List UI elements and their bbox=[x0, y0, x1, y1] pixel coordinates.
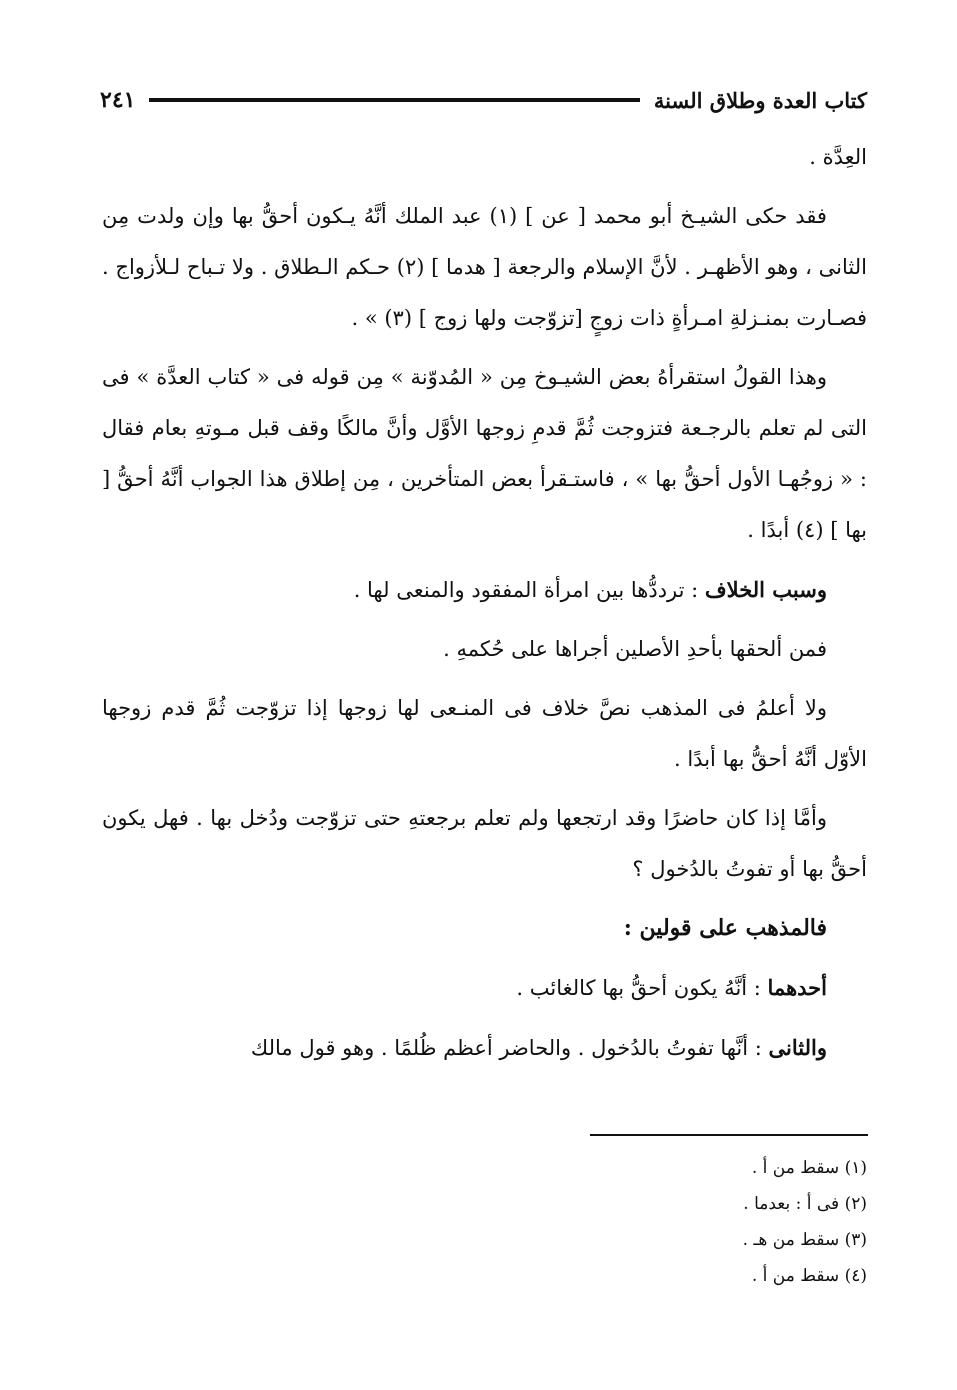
reason-label: وسبب الخلاف bbox=[704, 577, 827, 602]
paragraph-2: وهذا القولُ استقرأهُ بعض الشيـوخ مِن « المُدوّنة » مِن قوله فى « كتاب العدَّة » فى التى لم تعلم بالرجـعة فتزوجت ثُمَّ قدمِ زوجها الأوَّل وأنَّ مالكًا وقف قبل مـوتهِ بعام فقال : « زوجُهـا الأول أحقُّ بها » ، فاستـقرأ بعض المتأخرين ، مِن إطلاق هذا الجواب أنَّهُ أحقُّ [ بها ] (٤) أبدًا . bbox=[102, 365, 867, 542]
paragraph-6: وأمَّا إذا كان حاضرًا وقد ارتجعها ولم تعلم برجعتهِ حتى تزوّجت ودُخل بها . فهل يكون أحقُّ بها أو تفوتُ بالدُخول ؟ bbox=[102, 806, 867, 881]
footnote-1: (١) سقط من أ . bbox=[751, 1158, 867, 1178]
page-number: ٢٤١ bbox=[100, 87, 136, 113]
footnotes bbox=[400, 1150, 867, 1294]
paragraph-0: العِدَّة . bbox=[809, 145, 867, 169]
footnote-3: (٣) سقط من هـ . bbox=[742, 1230, 867, 1250]
header-rule bbox=[149, 98, 639, 102]
paragraph-4: فمن ألحقها بأحدِ الأصلين أجراها على حُكمهِ . bbox=[443, 637, 827, 661]
first-opinion-label: أحدهما bbox=[767, 975, 827, 1000]
running-header bbox=[100, 80, 867, 120]
paragraph-8 bbox=[102, 962, 867, 1014]
second-opinion-label: والثانى bbox=[768, 1035, 827, 1060]
second-opinion-text: : أنَّها تفوتُ بالدُخول . والحاضر أعظم ظُلمًا . وهو قول مالك bbox=[250, 1036, 769, 1060]
paragraph-3 bbox=[102, 564, 867, 616]
main-text bbox=[102, 132, 867, 1082]
section-heading: فالمذهب على قولين : bbox=[623, 915, 827, 941]
footnote-2: (٢) فى أ : بعدما . bbox=[743, 1194, 867, 1214]
paragraph-9 bbox=[102, 1022, 867, 1074]
footnote-4: (٤) سقط من أ . bbox=[751, 1266, 867, 1286]
footnote-rule bbox=[590, 1134, 868, 1136]
paragraph-5: ولا أعلمُ فى المذهب نصَّ خلاف فى المنـعى لها زوجها إذا تزوّجت ثُمَّ قدم زوجها الأوّل أنَّهُ أحقُّ بها أبدًا . bbox=[102, 696, 867, 771]
paragraph-1: فقد حكى الشيـخ أبو محمد [ عن ] (١) عبد الملك أنَّهُ يـكون أحقُّ بها وإن ولدت مِن الثانى ، وهو الأظهـر . لأنَّ الإسلام والرجعة [ هدما ] (٢) حـكم الـطلاق . ولا تـباح لـلأزواج . فصـارت بمنـزلةِ امـرأةٍ ذات زوجٍ [تزوّجت ولها زوج ] (٣) » . bbox=[102, 204, 867, 330]
first-opinion-text: : أنَّهُ يكون أحقُّ بها كالغائب . bbox=[516, 976, 768, 1000]
running-title: كتاب العدة وطلاق السنة bbox=[653, 87, 867, 113]
reason-text: : ترددُّها بين امرأة المفقود والمنعى لها . bbox=[353, 578, 705, 602]
